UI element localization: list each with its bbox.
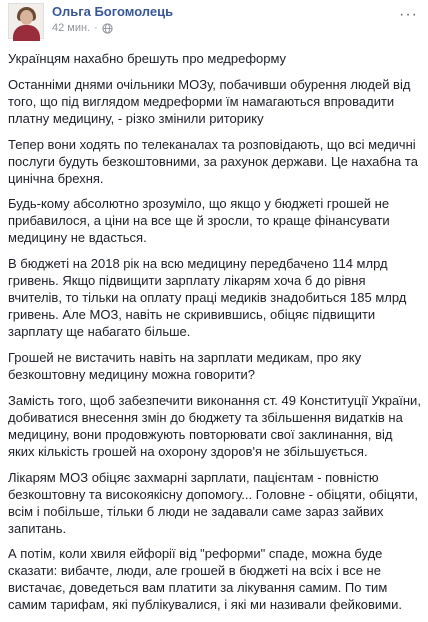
post-meta — [52, 22, 113, 34]
post-paragraph: Останніми днями очільники МОЗу, побачивши обурення людей від того, що під виглядом медреформи їм намагаються впровадити платну медицину, - різко змінили риторику — [8, 76, 411, 126]
post-paragraph: Замість того, щоб забезпечити виконання ст. 49 Конституції України, добиватися внесення змін до бюджету та збільшення видатків на медицину, вони продовжують повторювати свої заклинання, від яких кількість грошей на охорону здоров'я не збільшується. — [8, 392, 421, 459]
post-paragraph: Грошей не вистачить навіть на зарплати медикам, про яку безкоштовну медицину можна говорити? — [8, 349, 362, 382]
avatar-body — [13, 25, 40, 41]
globe-icon[interactable] — [102, 23, 113, 34]
post-paragraph: Тепер вони ходять по телеканалах та розповідають, що всі медичні послуги будуть безкоштовними, за рахунок держави. Це нахабна та цинічна брехня. — [8, 136, 418, 186]
post-paragraph: Українцям нахабно брешуть про медреформу — [8, 51, 287, 66]
post-timestamp[interactable]: 42 мин. — [52, 22, 91, 34]
post-body — [8, 50, 422, 622]
author-name[interactable]: Ольга Богомолець — [52, 4, 174, 19]
avatar-face — [20, 10, 33, 25]
more-options-icon[interactable]: ··· — [399, 6, 418, 23]
post-paragraph: Лікарям МОЗ обіцяє захмарні зарплати, пацієнтам - повністю безкоштовну та високоякісну допомогу... Головне - обіцяти, обіцяти, всім і побільше, тільки б люди не задавали саме зараз зайвих запитань. — [8, 469, 419, 536]
meta-separator: · — [94, 22, 98, 34]
post-paragraph: В бюджеті на 2018 рік на всю медицину передбачено 114 млрд гривень. Якщо підвищити зарплату лікарям хоча б до рівня вчителів, то тільки на оплату праці медиків знадобиться 185 млрд гривень. Але МОЗ, навіть не скривившись, обіцяє підвищити зарплату ще набагато більше. — [8, 256, 407, 340]
post-paragraph: А потім, коли хвиля ейфорії від "реформи" спаде, можна буде сказати: вибачте, люди, але грошей в бюджеті на всіх і все не вистачає, доведеться вам платити за лікування самим. По тим самим тарифам, які публікувалися, і які ми називали фейковими. — [8, 546, 402, 613]
post-header — [0, 0, 428, 42]
author-avatar[interactable] — [8, 3, 44, 39]
post-paragraph: Будь-кому абсолютно зрозуміло, що якщо у бюджеті грошей не прибавилося, а ціни на все ще й зросли, то краще фінансувати медицину не вдасться. — [8, 196, 390, 246]
